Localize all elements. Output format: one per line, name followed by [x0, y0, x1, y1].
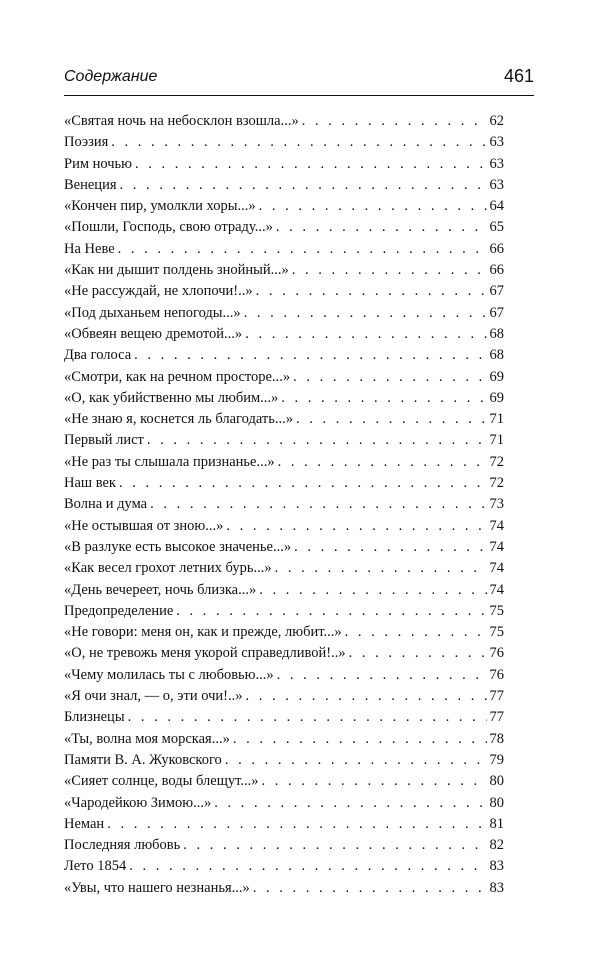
- toc-entry: [64, 814, 504, 835]
- toc-entry-title: Рим ночью: [64, 155, 132, 172]
- toc-entry: [64, 601, 504, 622]
- toc-entry-title: «Обвеян вещею дремотой...»: [64, 325, 243, 342]
- toc-entry: [64, 409, 504, 430]
- toc-entry: [64, 430, 504, 451]
- toc-entry-title: «Не знаю я, коснется ль благодать...»: [64, 411, 293, 428]
- dot-leader: [233, 729, 487, 750]
- toc-entry: [64, 494, 504, 515]
- table-of-contents: [64, 111, 504, 899]
- toc-entry-page: 67: [489, 283, 504, 300]
- toc-entry: [64, 537, 504, 558]
- toc-entry-title: «О, как убийственно мы любим...»: [64, 389, 279, 406]
- toc-entry: [64, 154, 504, 175]
- toc-entry-page: 71: [489, 432, 504, 449]
- dot-leader: [111, 132, 486, 153]
- dot-leader: [118, 239, 487, 260]
- toc-entry-page: 64: [489, 198, 504, 215]
- toc-entry-page: 74: [489, 538, 504, 555]
- toc-entry: [64, 217, 504, 238]
- toc-entry: [64, 686, 504, 707]
- toc-entry: [64, 622, 504, 643]
- dot-leader: [277, 665, 487, 686]
- toc-entry: [64, 239, 504, 260]
- dot-leader: [293, 367, 486, 388]
- toc-entry-title: «Увы, что нашего незнанья...»: [64, 879, 250, 896]
- dot-leader: [225, 750, 487, 771]
- toc-entry: [64, 367, 504, 388]
- toc-entry: [64, 132, 504, 153]
- dot-leader: [214, 793, 486, 814]
- toc-entry-page: 77: [489, 688, 504, 705]
- toc-entry: [64, 643, 504, 664]
- toc-entry-title: «Смотри, как на речном просторе...»: [64, 368, 291, 385]
- dot-leader: [150, 494, 486, 515]
- toc-entry-page: 65: [489, 219, 504, 236]
- toc-entry: [64, 324, 504, 345]
- toc-entry: [64, 111, 504, 132]
- toc-entry-title: Первый лист: [64, 432, 144, 449]
- toc-entry-page: 66: [489, 240, 504, 257]
- toc-entry-title: «Я очи знал, — о, эти очи!..»: [64, 688, 243, 705]
- toc-entry-page: 81: [489, 815, 504, 832]
- toc-entry-title: Памяти В. А. Жуковского: [64, 751, 222, 768]
- toc-entry-title: Наш век: [64, 475, 116, 492]
- toc-entry-title: «Ты, волна моя морская...»: [64, 730, 230, 747]
- dot-leader: [345, 622, 487, 643]
- toc-entry: [64, 175, 504, 196]
- dot-leader: [226, 516, 486, 537]
- toc-entry-title: «Сияет солнце, воды блещут...»: [64, 773, 259, 790]
- toc-entry-title: Близнецы: [64, 709, 125, 726]
- toc-entry: [64, 856, 504, 877]
- page-header: [64, 68, 534, 90]
- dot-leader: [135, 154, 487, 175]
- dot-leader: [296, 409, 487, 430]
- toc-entry: [64, 303, 504, 324]
- toc-entry-page: 74: [489, 581, 504, 598]
- toc-entry-title: «О, не тревожь меня укорой справедливой!..»: [64, 645, 346, 662]
- toc-entry-title: «Святая ночь на небосклон взошла...»: [64, 113, 299, 129]
- toc-entry-page: 72: [489, 475, 504, 492]
- dot-leader: [253, 878, 487, 899]
- toc-entry-title: «Не рассуждай, не хлопочи!..»: [64, 283, 253, 300]
- toc-entry-title: «Не раз ты слышала признанье...»: [64, 453, 275, 470]
- toc-entry-title: На Неве: [64, 240, 115, 257]
- toc-entry-page: 67: [489, 304, 504, 321]
- toc-entry-page: 80: [489, 794, 504, 811]
- toc-entry-title: «Как весел грохот летних бурь...»: [64, 560, 272, 577]
- toc-entry-title: «Как ни дышит полдень знойный...»: [64, 262, 289, 279]
- dot-leader: [281, 388, 486, 409]
- toc-entry-page: 71: [489, 411, 504, 428]
- toc-entry-title: «Кончен пир, умолкли хоры...»: [64, 198, 256, 215]
- toc-entry-page: 79: [489, 751, 504, 768]
- toc-entry-page: 68: [489, 347, 504, 364]
- dot-leader: [259, 196, 487, 217]
- toc-entry: [64, 281, 504, 302]
- dot-leader: [245, 686, 486, 707]
- page-number: 461: [503, 66, 534, 86]
- toc-entry-page: 63: [489, 176, 504, 193]
- toc-entry-title: «Пошли, Господь, свою отраду...»: [64, 219, 273, 236]
- toc-entry-title: Волна и дума: [64, 496, 148, 513]
- toc-entry: [64, 729, 504, 750]
- toc-entry-page: 69: [489, 389, 504, 406]
- toc-entry-page: 66: [489, 262, 504, 279]
- dot-leader: [261, 771, 486, 792]
- toc-entry-page: 63: [489, 134, 504, 151]
- toc-entry-page: 74: [489, 517, 504, 534]
- toc-entry: [64, 516, 504, 537]
- dot-leader: [107, 814, 486, 835]
- toc-entry: [64, 793, 504, 814]
- toc-entry: [64, 452, 504, 473]
- dot-leader: [292, 260, 487, 281]
- toc-entry-page: 75: [489, 602, 504, 619]
- toc-entry-title: Два голоса: [64, 347, 132, 364]
- dot-leader: [120, 175, 487, 196]
- toc-entry-title: Последняя любовь: [64, 837, 181, 854]
- toc-entry-page: 73: [489, 496, 504, 513]
- header-rule: [64, 95, 534, 96]
- toc-entry-page: 68: [489, 325, 504, 342]
- dot-leader: [176, 601, 486, 622]
- toc-entry: [64, 707, 504, 728]
- toc-entry: [64, 878, 504, 899]
- toc-entry: [64, 750, 504, 771]
- toc-entry: [64, 345, 504, 366]
- toc-entry-title: Неман: [64, 815, 105, 832]
- toc-entry-page: 75: [489, 624, 504, 641]
- toc-entry-page: 62: [489, 113, 504, 129]
- toc-entry-title: Лето 1854: [64, 858, 127, 875]
- toc-entry: [64, 835, 504, 856]
- toc-entry-title: Поэзия: [64, 134, 109, 151]
- toc-entry: [64, 260, 504, 281]
- toc-entry: [64, 473, 504, 494]
- dot-leader: [276, 217, 487, 238]
- toc-entry-title: «Чему молилась ты с любовью...»: [64, 666, 274, 683]
- toc-entry-title: «Чародейкою Зимою...»: [64, 794, 212, 811]
- toc-entry-title: «Под дыханьем непогоды...»: [64, 304, 241, 321]
- dot-leader: [349, 643, 487, 664]
- dot-leader: [294, 537, 486, 558]
- toc-entry: [64, 771, 504, 792]
- dot-leader: [244, 303, 487, 324]
- toc-entry-page: 80: [489, 773, 504, 790]
- dot-leader: [275, 558, 487, 579]
- toc-entry-page: 72: [489, 453, 504, 470]
- toc-entry-page: 83: [489, 879, 504, 896]
- dot-leader: [245, 324, 486, 345]
- toc-entry: [64, 580, 504, 601]
- toc-entry-title: «Не говори: меня он, как и прежде, любит...»: [64, 624, 342, 641]
- toc-entry-title: «Не остывшая от зною...»: [64, 517, 224, 534]
- running-title: Содержание: [64, 68, 158, 85]
- toc-entry-page: 77: [489, 709, 504, 726]
- dot-leader: [256, 281, 487, 302]
- toc-entry-page: 69: [489, 368, 504, 385]
- toc-entry-page: 78: [489, 730, 504, 747]
- toc-entry: [64, 388, 504, 409]
- dot-leader: [129, 856, 486, 877]
- toc-entry: [64, 558, 504, 579]
- dot-leader: [183, 835, 486, 856]
- dot-leader: [302, 111, 487, 132]
- toc-entry-page: 74: [489, 560, 504, 577]
- toc-entry: [64, 196, 504, 217]
- toc-entry-page: 76: [489, 666, 504, 683]
- toc-entry-page: 76: [489, 645, 504, 662]
- toc-entry-title: «В разлуке есть высокое значенье...»: [64, 538, 292, 555]
- dot-leader: [147, 430, 487, 451]
- dot-leader: [259, 580, 486, 601]
- toc-entry-page: 83: [489, 858, 504, 875]
- dot-leader: [134, 345, 486, 366]
- dot-leader: [128, 707, 487, 728]
- toc-entry-page: 63: [489, 155, 504, 172]
- toc-entry-title: Венеция: [64, 176, 117, 193]
- toc-entry: [64, 665, 504, 686]
- toc-entry-title: «День вечереет, ночь близка...»: [64, 581, 257, 598]
- toc-entry-page: 82: [489, 837, 504, 854]
- dot-leader: [119, 473, 487, 494]
- dot-leader: [278, 452, 487, 473]
- toc-entry-title: Предопределение: [64, 602, 174, 619]
